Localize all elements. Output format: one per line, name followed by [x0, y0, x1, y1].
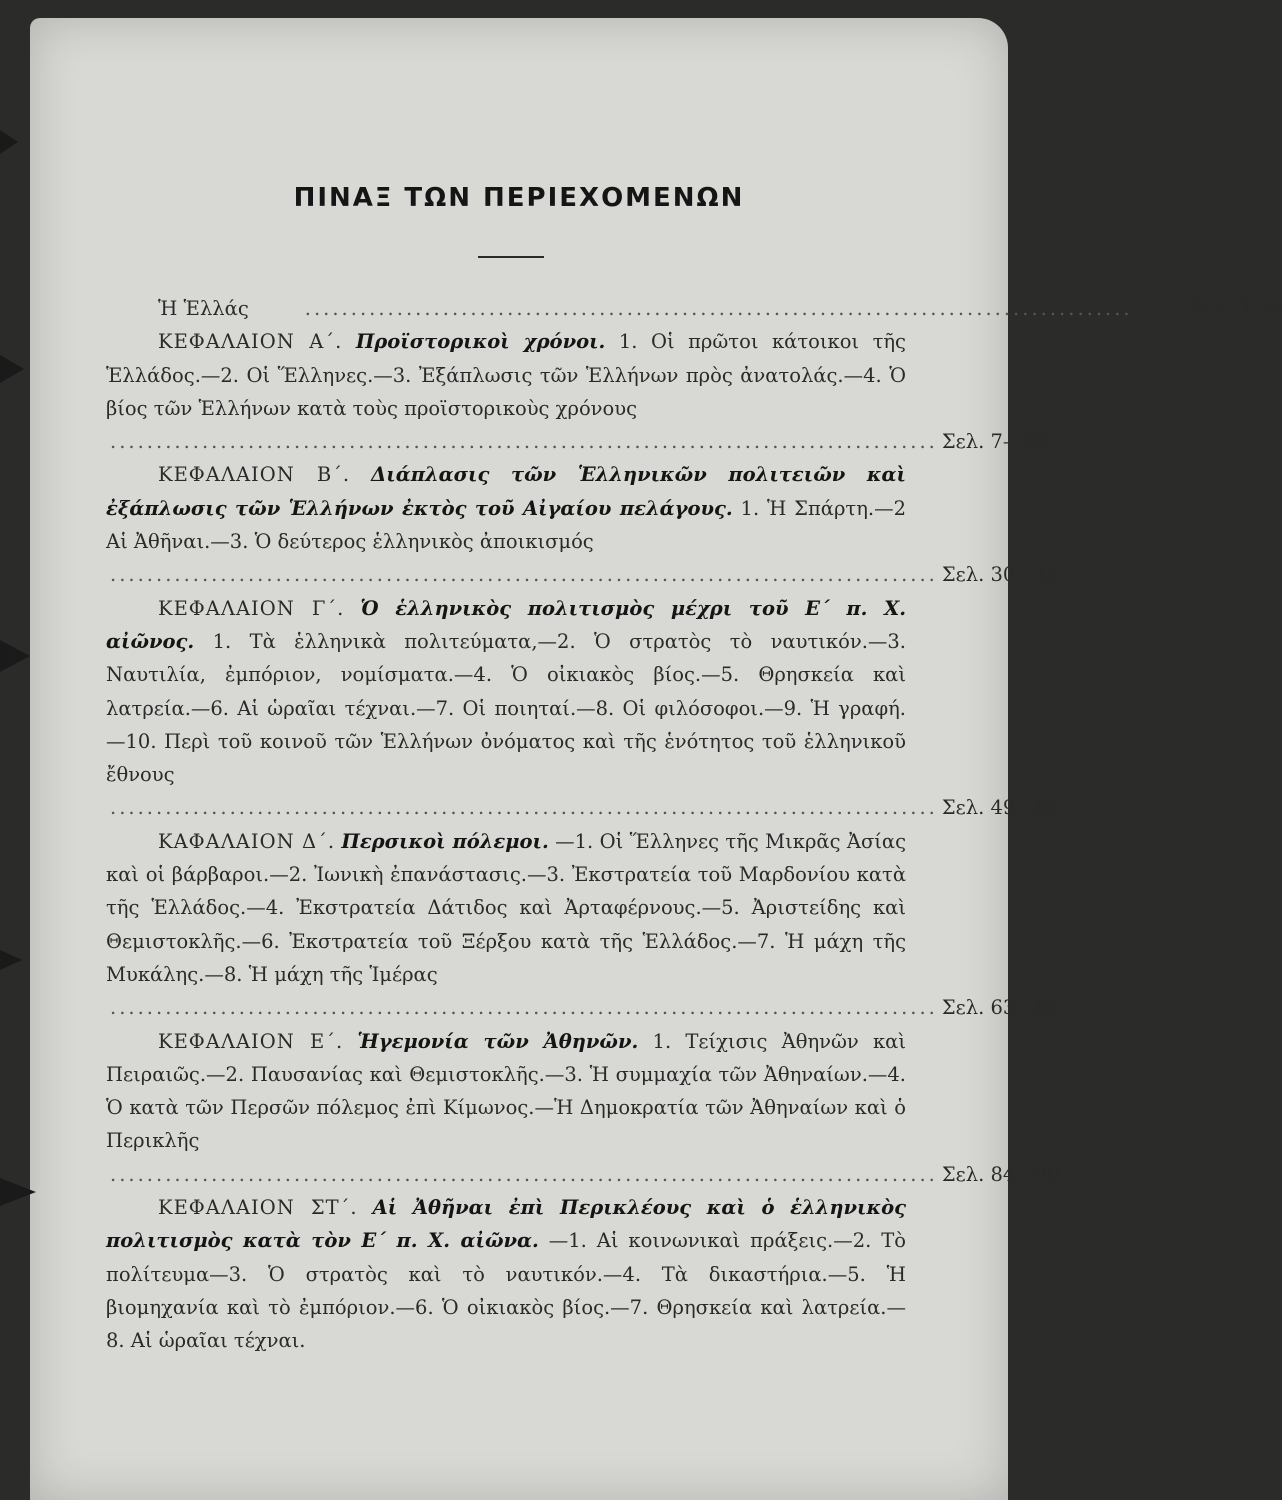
book-page — [30, 18, 1282, 1500]
chapter-body: 1. Ἡ Σπάρτη.—2 Αἱ Ἀθῆναι.—3. Ὁ δεύτερος ἑλληνικὸς ἀποικισμός — [106, 496, 906, 554]
chapter-label: ΚΕΦΑΛΑΙΟΝ Β΄. — [158, 463, 351, 487]
entry-page: Σελ. 84—90 — [941, 1162, 1060, 1186]
toc-entry-chapter-5 — [106, 1025, 1060, 1191]
binding-tab-mark — [0, 1178, 36, 1206]
entry-lead: Ἡ Ἑλλάς — [158, 297, 249, 320]
leader-dots: .......................................................................................... — [304, 297, 1133, 320]
binding-tab-mark — [0, 640, 30, 672]
chapter-label: ΚΕΦΑΛΑΙΟΝ ΣΤ΄. — [158, 1196, 358, 1220]
chapter-heading: Αἱ Ἀθῆναι ἐπὶ Περικλέους καὶ ὁ ἑλληνικὸς πολιτισμὸς κατὰ τὸν Ε΄ π. Χ. αἰῶνα. — [106, 1196, 906, 1253]
chapter-body: 1. Τείχισις Ἀθηνῶν καὶ Πειραιῶς.—2. Παυσανίας καὶ Θεμιστοκλῆς.—3. Ἡ συμμαχία τῶν Ἀθηναίων.—4. Ὁ κατὰ τῶν Περσῶν πόλεμος ἐπὶ Κίμωνος.—Ἡ Δημοκρατία τῶν Ἀθηναίων καὶ ὁ Περικλῆς — [106, 1029, 907, 1153]
entry-page: Σελ. 7—29 — [941, 430, 1048, 454]
chapter-label: ΚΕΦΑΛΑΙΟΝ Γ΄. — [158, 596, 345, 620]
chapter-label: ΚΕΦΑΛΑΙΟΝ Ε΄. — [158, 1029, 344, 1053]
chapter-heading: Ὁ ἑλληνικὸς πολιτισμὸς μέχρι τοῦ Ε΄ π. Χ. αἰῶνος. — [106, 596, 907, 653]
chapter-body: —1. Αἱ κοινωνικαὶ πράξεις.—2. Τὸ πολίτευμα—3. Ὁ στρατὸς καὶ τὸ ναυτικόν.—4. Τὰ δικαστήρια.—5. Ἡ βιομηχανία καὶ τὸ ἐμπόριον.—6. Ὁ οἰκιακὸς βίος.—7. Θρησκεία καὶ λατρεία.—8. Αἱ ὡραῖαι τέχναι. — [106, 1229, 906, 1353]
chapter-heading: Περσικοὶ πόλεμοι. — [341, 829, 549, 853]
entry-page: Σελ. 63—82 — [941, 996, 1060, 1020]
title-rule — [478, 256, 544, 258]
leader-dots: .......................................................................................... — [110, 563, 938, 587]
chapter-body: 1. Τὰ ἑλληνικὰ πολιτεύματα,—2. Ὁ στρατὸς τὸ ναυτικόν.—3. Ναυτιλία, ἐμπόριον, νομίσματα.—4. Ὁ οἰκιακὸς βίος.—5. Θρησκεία καὶ λατρεία.—6. Αἱ ὡραῖαι τέχναι.—7. Οἱ ποιηταί.—8. Οἱ φιλόσοφοι.—9. Ἡ γραφή.—10. Περὶ τοῦ κοινοῦ τῶν Ἑλλήνων ὀνόματος καὶ τῆς ἑνότητος τοῦ ἑλληνικοῦ ἔθνους — [106, 629, 907, 787]
leader-dots: .......................................................................................... — [110, 1162, 938, 1186]
toc-entry-chapter-4 — [106, 825, 1060, 1025]
leader-dots: .......................................................................................... — [110, 430, 938, 454]
entry-page: Σελ. 30—48 — [941, 563, 1060, 587]
binding-tab-mark — [0, 950, 22, 970]
chapter-heading: Ἡγεμονία τῶν Ἀθηνῶν. — [357, 1029, 639, 1053]
table-of-contents — [106, 292, 1282, 1358]
chapter-body: —1. Οἱ Ἕλληνες τῆς Μικρᾶς Ἀσίας καὶ οἱ βάρβαροι.—2. Ἰωνικὴ ἐπανάστασις.—3. Ἐκστρατεία τοῦ Μαρδονίου κατὰ τῆς Ἑλλάδος.—4. Ἐκστρατεία Δάτιδος καὶ Ἀρταφέρνους.—5. Ἀριστείδης καὶ Θεμιστοκλῆς.—6. Ἐκστρατεία τοῦ Ξέρξου κατὰ τῆς Ἑλλάδος.—7. Ἡ μάχη τῆς Μυκάλης.—8. Ἡ μάχη τῆς Ἱμέρας — [106, 829, 906, 986]
toc-entry-chapter-1 — [106, 325, 1048, 458]
chapter-body: 1. Οἱ πρῶτοι κάτοικοι τῆς Ἑλλάδος.—2. Οἱ Ἕλληνες.—3. Ἐξάπλωσις τῶν Ἑλλήνων πρὸς ἀνατολάς.—4. Ὁ βίος τῶν Ἑλλήνων κατὰ τοὺς προϊστορικοὺς χρόνους — [106, 330, 906, 420]
chapter-heading: Διάπλασις τῶν Ἑλληνικῶν πολιτειῶν καὶ ἐξάπλωσις τῶν Ἑλλήνων ἐκτὸς τοῦ Αἰγαίου πελάγους. — [106, 463, 906, 520]
binding-tab-mark — [0, 130, 18, 154]
chapter-heading: Προϊστορικοὶ χρόνοι. — [355, 330, 606, 354]
leader-dots: .......................................................................................... — [110, 996, 938, 1020]
toc-entry-chapter-3 — [106, 592, 1060, 825]
chapter-label: ΚΕΦΑΛΑΙΟΝ Α΄. — [158, 330, 343, 354]
toc-entry-chapter-6 — [106, 1191, 906, 1357]
entry-page: Σελ. 49—62 — [941, 796, 1060, 820]
entry-page: Σελ. 3—6 — [1188, 297, 1282, 320]
page-title: ΠΙΝΑΞ ΤΩΝ ΠΕΡΙΕΧΟΜΕΝΩΝ — [293, 183, 745, 213]
leader-dots: .......................................................................................... — [110, 796, 938, 820]
binding-tab-mark — [0, 355, 24, 383]
toc-entry-chapter-2 — [106, 458, 1060, 591]
toc-entry-hellas — [106, 292, 1282, 325]
chapter-label: ΚΑΦΑΛΑΙΟΝ Δ΄. — [158, 829, 336, 853]
